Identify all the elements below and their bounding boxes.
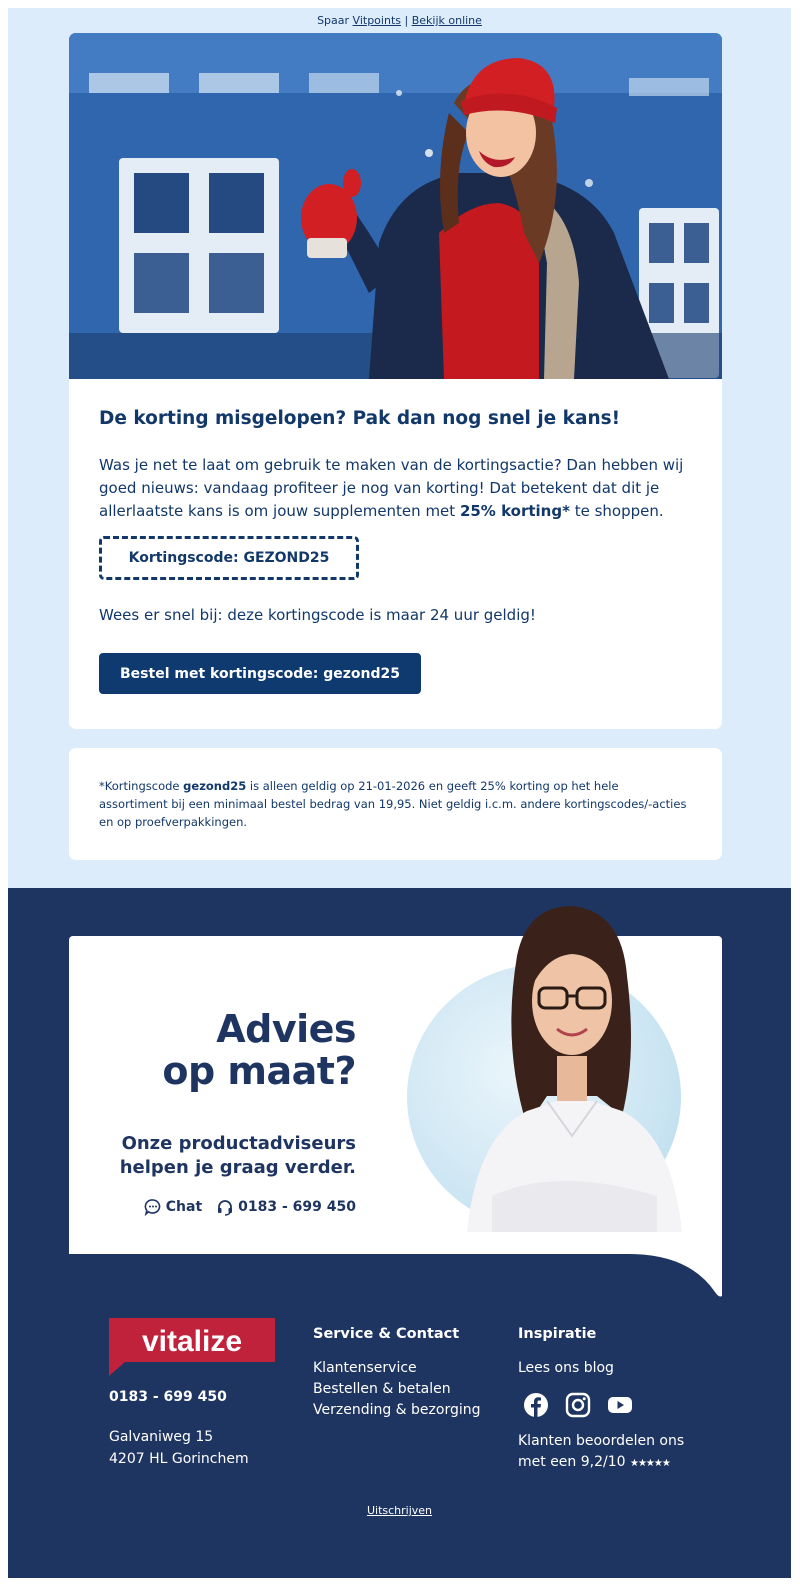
fineprint-card: [69, 748, 722, 860]
footer-service-column: [313, 1326, 481, 1421]
body-text-bold: 25% korting*: [459, 502, 570, 520]
headline: De korting misgelopen? Pak dan nog snel je kans!: [99, 408, 621, 429]
urgency-text: Wees er snel bij: deze kortingscode is maar 24 uur geldig!: [99, 606, 536, 624]
fineprint-prefix: *Kortingscode: [99, 779, 184, 793]
chat-contact[interactable]: [144, 1198, 202, 1216]
address-line2: 4207 HL Gorinchem: [109, 1451, 249, 1467]
hero-card: [69, 33, 722, 729]
chat-bubble-icon: [144, 1198, 162, 1216]
service-heading: Service & Contact: [313, 1326, 460, 1342]
rating-line1: Klanten beoordelen ons: [518, 1433, 685, 1449]
view-online-link[interactable]: Bekijk online: [411, 14, 482, 27]
youtube-icon[interactable]: [606, 1391, 634, 1419]
fineprint-text: [99, 777, 689, 831]
advice-title: [162, 1008, 356, 1092]
social-links: [522, 1391, 684, 1419]
hero-illustration: [69, 33, 722, 379]
vitpoints-link[interactable]: Vitpoints: [352, 14, 401, 27]
link-customer-service[interactable]: Klantenservice: [313, 1360, 417, 1376]
advisor-photo: [407, 896, 697, 1232]
advice-contact: [144, 1198, 356, 1216]
address-line1: Galvaniweg 15: [109, 1429, 214, 1445]
footer-inspiration-column: [518, 1326, 684, 1474]
headset-icon: [216, 1198, 234, 1216]
advice-banner[interactable]: [69, 936, 722, 1298]
blog-link[interactable]: Lees ons blog: [518, 1360, 614, 1376]
hero-image[interactable]: [69, 33, 722, 379]
order-with-code-button[interactable]: Bestel met kortingscode: gezond25: [99, 653, 421, 694]
chat-label: Chat: [165, 1199, 203, 1215]
link-ordering-payment[interactable]: Bestellen & betalen: [313, 1381, 451, 1397]
link-shipping-delivery[interactable]: Verzending & bezorging: [313, 1402, 481, 1418]
advice-subtitle: [120, 1132, 356, 1180]
footer-address: [109, 1426, 249, 1470]
advice-banner-curve: [629, 1236, 722, 1298]
vitalize-logo[interactable]: [109, 1318, 275, 1378]
advice-subtitle-line1: Onze productadviseurs: [121, 1133, 356, 1154]
logo-text: vitalize: [141, 1325, 243, 1358]
phone-contact[interactable]: [216, 1198, 356, 1216]
rating: [518, 1431, 684, 1474]
advice-subtitle-line2: helpen je graag verder.: [119, 1157, 356, 1178]
rating-line2: met een 9,2/10: [518, 1454, 626, 1470]
rating-stars: ★★★★★: [630, 1458, 670, 1469]
body-text: [99, 454, 699, 523]
advice-title-line2: op maat?: [162, 1049, 356, 1093]
email-container: [8, 8, 791, 1578]
inspiration-heading: Inspiratie: [518, 1326, 597, 1342]
fineprint-code: gezond25: [183, 779, 247, 793]
preheader-separator: |: [404, 14, 409, 27]
footer-phone[interactable]: 0183 - 699 450: [109, 1389, 227, 1405]
discount-code-box: Kortingscode: GEZOND25: [99, 536, 359, 580]
facebook-icon[interactable]: [522, 1391, 550, 1419]
instagram-icon[interactable]: [564, 1391, 592, 1419]
phone-label: 0183 - 699 450: [238, 1199, 356, 1215]
body-text-part1: Was je net te laat om gebruik te maken van de kortingsactie? Dan hebben wij goed nieuws: vandaag profiteer je nog van korting! Dat betekent dat dit je allerlaatste kans is om jouw supplementen met: [99, 456, 684, 520]
preheader: [8, 14, 791, 27]
rating-line2-wrap: [518, 1452, 684, 1474]
advice-title-line1: Advies: [216, 1007, 356, 1051]
fineprint-body: is alleen geldig op 21-01-2026 en geeft 25% korting op het hele assortiment bij een minimaal bestel bedrag van 19,95. Niet geldig i.c.m. andere kortingscodes/-acties en op proefverpakkingen.: [99, 779, 687, 829]
unsubscribe-link[interactable]: Uitschrijven: [366, 1504, 433, 1517]
preheader-prefix: Spaar: [317, 14, 350, 27]
body-text-part2: te shoppen.: [569, 502, 664, 520]
